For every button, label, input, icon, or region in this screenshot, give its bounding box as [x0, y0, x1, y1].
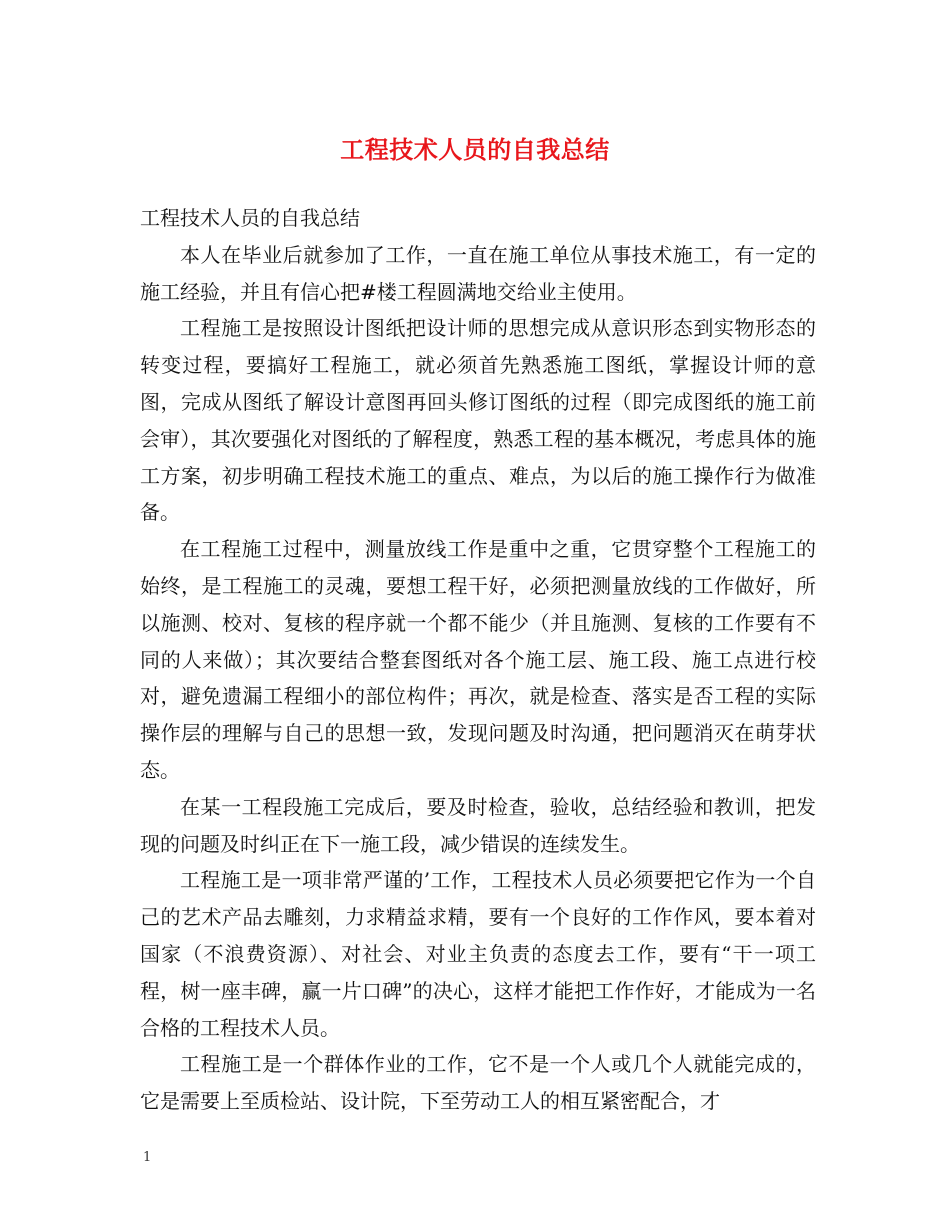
paragraph: 工程施工是一个群体作业的工作，它不是一个人或几个人就能完成的，它是需要上至质检站、设计院，下至劳动工人的相互紧密配合，才 — [140, 1052, 816, 1114]
document-body — [140, 200, 816, 1120]
paragraph: 在工程施工过程中，测量放线工作是重中之重，它贯穿整个工程施工的始终，是工程施工的灵魂，要想工程干好，必须把测量放线的工作做好，所以施测、校对、复核的程序就一个都不能少（并且施测、复核的工作要有不同的人来做）；其次要结合整套图纸对各个施工层、施工段、施工点进行校对，避免遗漏工程细小的部位构件；再次，就是检查、落实是否工程的实际操作层的理解与自己的思想一致，发现问题及时沟通，把问题消灭在萌芽状态。 — [140, 537, 816, 782]
section-heading: 工程技术人员的自我总结 — [140, 206, 360, 230]
paragraph: 工程施工是按照设计图纸把设计师的思想完成从意识形态到实物形态的转变过程，要搞好工程施工，就必须首先熟悉施工图纸，掌握设计师的意图，完成从图纸了解设计意图再回头修订图纸的过程（即完成图纸的施工前会审），其次要强化对图纸的了解程度，熟悉工程的基本概况，考虑具体的施工方案，初步明确工程技术施工的重点、难点，为以后的施工操作行为做准备。 — [140, 316, 816, 525]
paragraph: 在某一工程段施工完成后，要及时检查，验收，总结经验和教训，把发现的问题及时纠正在下一施工段，减少错误的连续发生。 — [140, 794, 816, 856]
paragraph: 本人在毕业后就参加了工作，一直在施工单位从事技术施工，有一定的施工经验，并且有信心把#楼工程圆满地交给业主使用。 — [140, 242, 816, 304]
paragraph: 工程施工是一项非常严谨的’工作，工程技术人员必须要把它作为一个自己的艺术产品去雕刻，力求精益求精，要有一个良好的工作作风，要本着对国家（不浪费资源）、对社会、对业主负责的态度去工作，要有“干一项工程，树一座丰碑，赢一片口碑”的决心，这样才能把工作作好，才能成为一名合格的工程技术人员。 — [140, 868, 816, 1040]
page-number: 1 — [143, 1150, 152, 1165]
document-title: 工程技术人员的自我总结 — [340, 135, 610, 164]
